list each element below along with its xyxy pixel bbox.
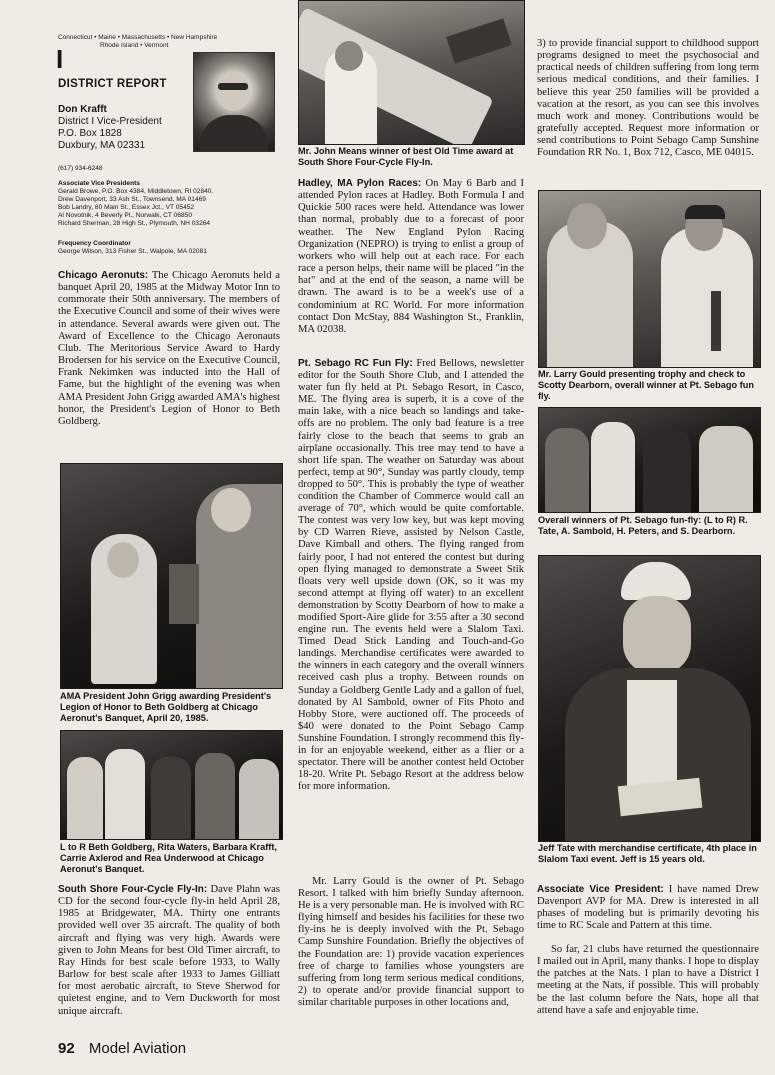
- associate-item: Richard Sherman, 28 High St., Plymouth, NH 03264: [58, 220, 211, 227]
- frequency-coordinator: [58, 240, 280, 256]
- sebago-heading: Pt. Sebago RC Fun Fly:: [298, 358, 413, 369]
- associate-item: Al Novotnik, 4 Beverly Pl., Norwalk, CT 06850: [58, 212, 193, 219]
- director-name: Don Krafft: [58, 104, 107, 115]
- gould-article: Mr. Larry Gould is the owner of Pt. Sebago Resort. I talked with him briefly Sunday afternoon. He is a very personable man. He is involved with RC flying himself and besides his facilities for these two fly-ins he is deeply involved with the Pt. Sebago Camp Sunshire Foundation. Briefly the objectives of the Foundation are: 1) provide vacation experiences free of charge to families whose youngsters are suffering from long term serious medical conditions, 2) to operate and/or provide financial support to similar charitable purposes in other locations and,: [298, 876, 524, 1008]
- foundation-article: 3) to provide financial support to childhood support programs designed to meet the psychosocial and practical needs of children suffering from long term serious medical conditions, and their families. I believe this year 250 families will be provided a vacation at the resort, as you can see this involves much work and money. Contributions would be gratefully accepted. Request more information or send contributions to Point Sebago Camp Sunshine Foundation RR No. 1, Box 712, Casco, ME 04015.: [537, 38, 759, 159]
- magazine-name: Model Aviation: [88, 1040, 187, 1057]
- hadley-heading: Hadley, MA Pylon Races:: [298, 178, 422, 189]
- hadley-text: On May 6 Barb and I attended Pylon races at Hadley. Both Formula I and Quickie 500 races were held. Attendance was lower than normal, probably due to a forecast of poor weather. The New England Pylon Racing Organization (NEPRO) is trying to enlist a group of workers who will help out at each race. For each race a person helps, their name will be placed "in the hat" and at the end of the season, a name will be drawn. The award is to be a week's use of a condominium at RC World. For more information contact Don McStay, 884 Washington St., Franklin, MA 02038.: [298, 178, 524, 335]
- associate-vp-text: I have named Drew Davenport AVP for MA. Drew is interested in all phases of modeling but is primarily devoting his time to RC Scale and Pattern at this time.: [537, 884, 759, 932]
- tate-photo: [538, 555, 761, 842]
- associate-item: Gerald Browe, P.O. Box 4384, Middletown, RI 02840.: [58, 188, 214, 195]
- sebago-article: [298, 358, 524, 793]
- grigg-caption: AMA President John Grigg awarding President's Legion of Honor to Beth Goldberg at Chicago Aeronut's Banquet, April 20, 1985.: [60, 691, 272, 723]
- south-shore-article: [58, 884, 280, 1018]
- associate-item: Bob Landry, 80 Main St., Essex Jct., VT 05452: [58, 204, 195, 211]
- chicago-text: The Chicago Aeronuts held a banquet April 20, 1985 at the Midway Motor Inn to commorate their 50th anniversary. The members of the Executive Council and some of their wives were in attendance. Several awards were given out. The Award of Excellence to the Chicago Aeronauts Club. The Meritorious Service Award to Hardy Brodersen for his service on the Executive Council, Frank Nekimken was inducted into the Hall of Fame, but the highlight of the evening was when AMA President John Grigg awarded AMA's highest honor, the President's Legion of Honor to Beth Goldberg.: [58, 270, 280, 427]
- director-address-2: Duxbury, MA 02331: [58, 140, 146, 151]
- associate-heading: Associate Vice Presidents: [58, 180, 140, 187]
- gould-photo: [538, 190, 761, 368]
- frequency-text: George Wilson, 313 Fisher St., Walpole, MA 02081: [58, 248, 207, 255]
- chicago-article: [58, 270, 280, 428]
- states-line-2: Rhode Island • Vermont: [100, 42, 169, 49]
- gould-caption: Mr. Larry Gould presenting trophy and check to Scotty Dearborn, overall winner at Pt. Sebago fun fly.: [538, 369, 754, 401]
- associate-vp-article: [537, 884, 759, 933]
- associate-item: Drew Davenport, 33 Ash St., Townsend, MA 01469: [58, 196, 206, 203]
- director-phone: (617) 934-6248: [58, 165, 103, 172]
- states-line-1: Connecticut • Maine • Massachusetts • New Hampshire: [58, 34, 218, 41]
- director-portrait: [193, 52, 275, 152]
- grigg-photo: [60, 463, 283, 689]
- winners-photo: [538, 407, 761, 513]
- report-title: DISTRICT REPORT: [58, 78, 167, 90]
- means-photo: [298, 0, 525, 145]
- means-caption: Mr. John Means winner of best Old Time award at South Shore Four-Cycle Fly-In.: [298, 146, 514, 167]
- page-footer: [58, 1040, 186, 1057]
- director-info: [58, 104, 198, 152]
- clubs-article: So far, 21 clubs have returned the questionnaire I mailed out in April, many thanks. I hope to display the patches at the Nats. I plan to have a District I meeting at the Nats, if possible. This will probably be the last column before the Nats, hope all that attend have a safe and enjoyable time.: [537, 944, 759, 1016]
- director-title: District I Vice-President: [58, 116, 162, 127]
- associate-vp-heading: Associate Vice President:: [537, 884, 664, 895]
- states-list: [58, 34, 238, 50]
- south-shore-text: Dave Plahn was CD for the second four-cycle fly-in held April 28, 1985 at Bridgewater, MA. Thirty one entrants provided well over 35 aircraft. The quality of both aircraft and flying was very high. Awards were given to John Means for best Old Timer aircraft, to Ray Hinds for best scale before 1933, to Wally Barlow for best scale after 1933 to James Gilliatt for most aerobatic aircraft, to Steve Sherwod for quietest engine, and to Vern Duckworth for most unique aircraft.: [58, 884, 280, 1017]
- tate-caption: Jeff Tate with merchandise certificate, 4th place in Slalom Taxi event. Jeff is 15 years old.: [538, 843, 757, 864]
- district-numeral: I: [56, 44, 64, 74]
- chicago-heading: Chicago Aeronuts:: [58, 270, 149, 281]
- ladies-photo: [60, 730, 283, 840]
- hadley-article: [298, 178, 524, 336]
- frequency-heading: Frequency Coordinator: [58, 240, 131, 247]
- page-number: 92: [58, 1040, 75, 1057]
- south-shore-heading: South Shore Four-Cycle Fly-In:: [58, 884, 208, 895]
- director-address-1: P.O. Box 1828: [58, 128, 122, 139]
- sebago-text: Fred Bellows, newsletter editor for the South Shore Club, and I attended the water fun fly held at Pt. Sebago Resort, in Casco, ME. The flying area is superb, it is a cove of the main lake, with a nice beach so landings and take-offs are no problem. The only bad feature is a tree fairly close to the beach that seems to grab an airplane occasionally. This tree may tend to have a short life span. The weather on Saturday was about perfect, temp at 90°, Sunday was partly cloudy, temp dropped to 50°. This is probably the type of weather condition the Chamber of Commerce would call an average of 70°, which would be quite comfortable. The contest was very low key, but was kept moving by CD Warren Rieve, assisted by Nelson Castle, Dave Kimball and others. The flying ranged from fairly poor, I had not entered the contest but during open flying managed to demonstrate a Sweet Stik floats very well upside down (OK, so it was my second attempt at flying off water) to an excellent demonstration by Scotty Dearborn of how to make a modified Sport-Aire glide for 3:55 after a 30 second engine run. The events held were a Slalom Taxi. Timed Dead Stick Landing and Touch-and-Go landings. Merchandise certificates were awarded to the winners in each category and the overall winners received cash plus a trophy. Between rounds on Sunday a Goldberg Gentle Lady and a gallon of fuel, donated by Al Sambold, owner of Fits Photo and Hobby Store, were auctioned off. The proceeds of $40 were donated to the Point Sebago Camp Sunshine Foundation. I strongly recommend this fly-in for an enjoyable weekend, either as a flier or a spectator. There will be another contest held October 18-20. Write Pt. Sebago Resort at the address below for more information.: [298, 358, 524, 793]
- associate-list: [58, 180, 280, 228]
- winners-caption: Overall winners of Pt. Sebago fun-fly: (L to R) R. Tate, A. Sambold, H. Peters, and S. Dearborn.: [538, 515, 748, 536]
- ladies-caption: L to R Beth Goldberg, Rita Waters, Barbara Krafft, Carrie Axlerod and Rea Underwood at Chicago Aeronut's Banquet.: [60, 842, 277, 874]
